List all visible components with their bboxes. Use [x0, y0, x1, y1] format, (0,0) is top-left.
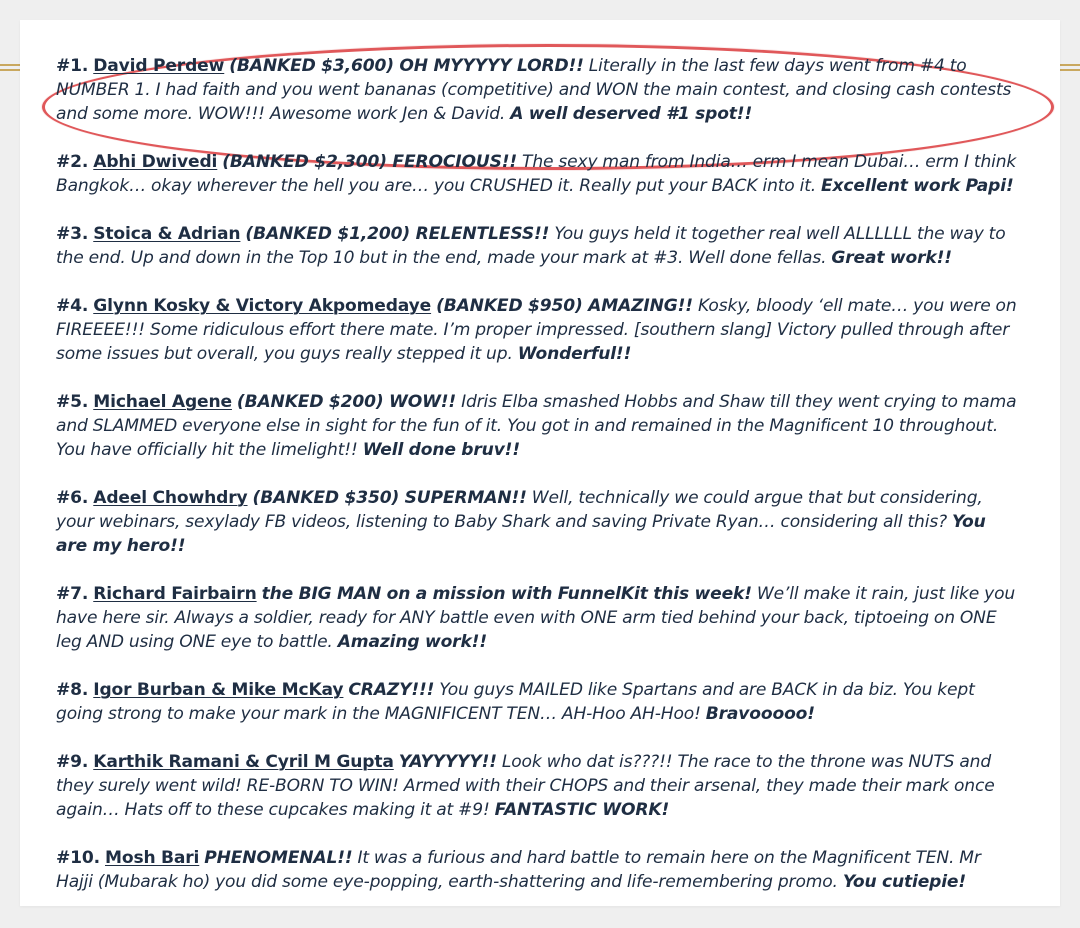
leaderboard-entry-2 — [56, 150, 1020, 198]
entry-rank: #8. — [56, 680, 89, 700]
entry-highlight-text: (BANKED $950) AMAZING!! — [436, 296, 693, 316]
entry-description: Look who dat is???!! The race to the throne was NUTS and they surely went wild! RE-BORN TO WIN! Armed with their CHOPS and their arsenal, they made their mark once again… Hats off to these cupcakes making it at #9! — [56, 752, 995, 820]
leaderboard-entry-3 — [56, 222, 1020, 270]
entry-rank: #7. — [56, 584, 89, 604]
left-gold-divider — [0, 64, 22, 66]
entry-name-link[interactable]: Glynn Kosky & Victory Akpomedaye — [93, 296, 432, 316]
entry-description: Idris Elba smashed Hobbs and Shaw till they went crying to mama and SLAMMED everyone else in sight for the fun of it. You got in and remained in the Magnificent 10 throughout. You have officially hit the limelight!! — [56, 392, 1017, 460]
entry-name-link[interactable]: Karthik Ramani & Cyril M Gupta — [93, 752, 394, 772]
entry-tagline: Bravooooo! — [705, 704, 815, 724]
leaderboard-panel — [20, 20, 1060, 906]
leaderboard-entry-10 — [56, 846, 1020, 894]
entry-name-link[interactable]: David Perdew — [93, 56, 225, 76]
entry-highlight-text: the BIG MAN on a mission with FunnelKit this week! — [261, 584, 752, 604]
entry-highlight-text: CRAZY!!! — [348, 680, 435, 700]
entry-name-link[interactable]: Michael Agene — [93, 392, 232, 412]
entry-highlight-text: (BANKED $350) SUPERMAN!! — [252, 488, 527, 508]
leaderboard-entry-1 — [56, 54, 1020, 126]
entry-tagline: Wonderful!! — [517, 344, 632, 364]
entry-highlight-text: (BANKED $200) WOW!! — [236, 392, 457, 412]
entry-description: It was a furious and hard battle to remain here on the Magnificent TEN. Mr Hajji (Mubarak ho) you did some eye-popping, earth-shattering and life-remembering promo. — [56, 848, 981, 892]
entry-description: You guys MAILED like Spartans and are BACK in da biz. You kept going strong to make your mark in the MAGNIFICENT TEN… AH-Hoo AH-Hoo! — [56, 680, 975, 724]
entry-description: The sexy man from India… erm I mean Dubai… erm I think Bangkok… okay wherever the hell you are… you CRUSHED it. Really put your BACK into it. — [56, 152, 1017, 196]
entry-description: You guys held it together real well ALLLLLL the way to the end. Up and down in the Top 10 but in the end, made your mark at #3. Well done fellas. — [56, 224, 1006, 268]
entry-rank: #2. — [56, 152, 89, 172]
entry-rank: #10. — [56, 848, 101, 868]
entry-rank: #3. — [56, 224, 89, 244]
entry-name-link[interactable]: Mosh Bari — [105, 848, 200, 868]
entry-tagline: Well done bruv!! — [362, 440, 520, 460]
entry-name-link[interactable]: Igor Burban & Mike McKay — [93, 680, 344, 700]
entry-description: Well, technically we could argue that but considering, your webinars, sexylady FB videos, listening to Baby Shark and saving Private Ryan… considering all this? — [56, 488, 983, 532]
entry-highlight-text: YAYYYYY!! — [398, 752, 497, 772]
entry-tagline: You are my hero!! — [56, 512, 986, 556]
leaderboard-entry-6 — [56, 486, 1020, 558]
entry-name-link[interactable]: Stoica & Adrian — [93, 224, 241, 244]
entry-highlight-text: (BANKED $1,200) RELENTLESS!! — [245, 224, 550, 244]
entry-rank: #4. — [56, 296, 89, 316]
entry-highlight-text: PHENOMENAL!! — [204, 848, 353, 868]
entry-tagline: Great work!! — [831, 248, 952, 268]
entry-tagline: Amazing work!! — [337, 632, 487, 652]
leaderboard-entry-7 — [56, 582, 1020, 654]
entry-description: We’ll make it rain, just like you have here sir. Always a soldier, ready for ANY battle even with ONE arm tied behind your back, tiptoeing on ONE leg AND using ONE eye to battle. — [56, 584, 1016, 652]
entry-highlight-text: (BANKED $2,300) FEROCIOUS!! — [222, 152, 518, 172]
entry-name-link[interactable]: Adeel Chowhdry — [93, 488, 248, 508]
entry-description: Kosky, bloody ‘ell mate… you were on FIREEEE!!! Some ridiculous effort there mate. I’m proper impressed. [southern slang] Victory pulled through after some issues but overall, you guys really stepped it up. — [56, 296, 1017, 364]
entry-rank: #6. — [56, 488, 89, 508]
entry-rank: #9. — [56, 752, 89, 772]
leaderboard-list — [56, 54, 1020, 918]
entry-tagline: A well deserved #1 spot!! — [510, 104, 753, 124]
leaderboard-entry-5 — [56, 390, 1020, 462]
entry-highlight-text: (BANKED $3,600) OH MYYYYY LORD!! — [229, 56, 584, 76]
entry-tagline: Excellent work Papi! — [821, 176, 1014, 196]
entry-name-link[interactable]: Richard Fairbairn — [93, 584, 257, 604]
entry-name-link[interactable]: Abhi Dwivedi — [93, 152, 218, 172]
leaderboard-entry-4 — [56, 294, 1020, 366]
entry-tagline: You cutiepie! — [842, 872, 967, 892]
entry-rank: #5. — [56, 392, 89, 412]
leaderboard-entry-9 — [56, 750, 1020, 822]
leaderboard-entry-8 — [56, 678, 1020, 726]
entry-description: Literally in the last few days went from #4 to NUMBER 1. I had faith and you went bananas (competitive) and WON the main contest, and closing cash contests and some more. WOW!!! Awesome work Jen & David. — [56, 56, 1012, 124]
entry-tagline: FANTASTIC WORK! — [494, 800, 670, 820]
entry-rank: #1. — [56, 56, 89, 76]
